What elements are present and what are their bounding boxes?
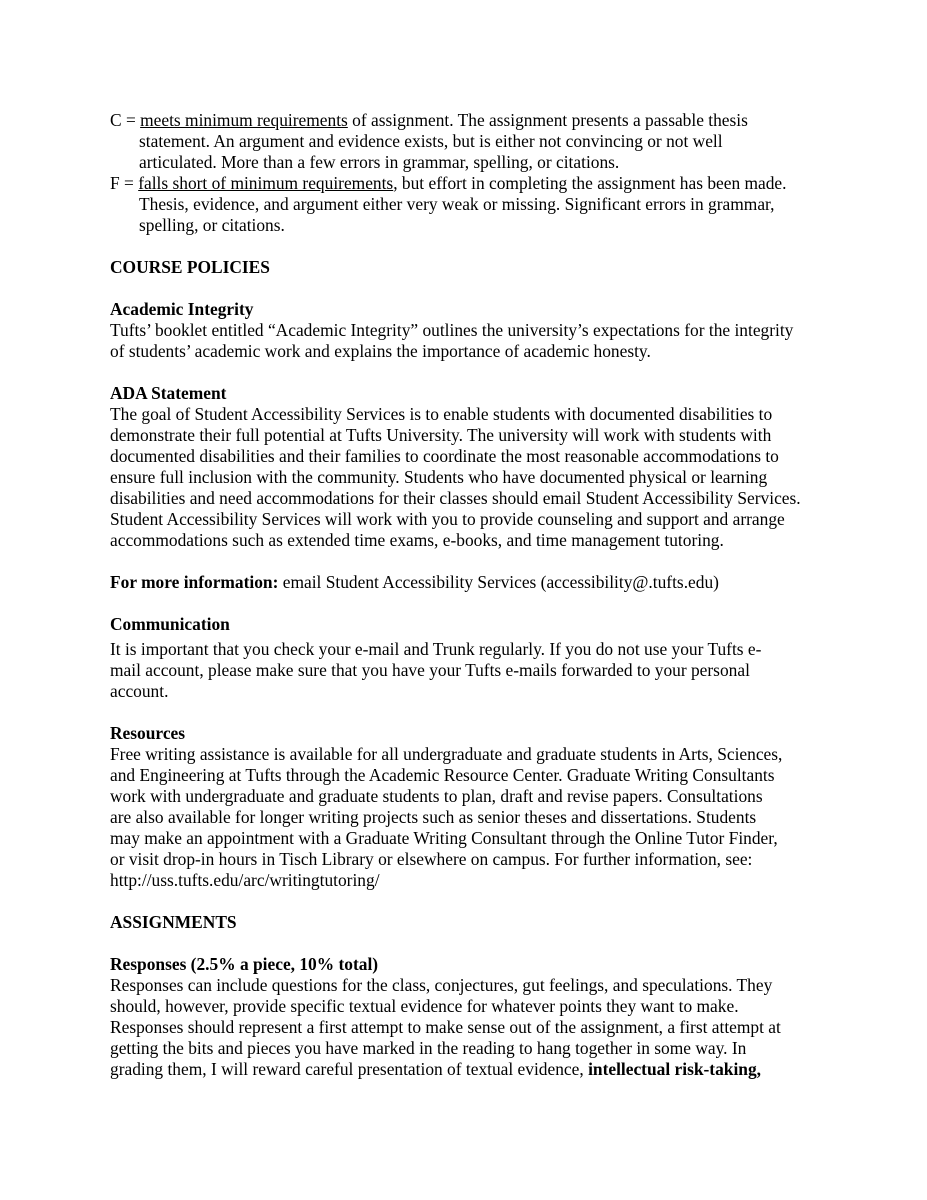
resources-line-1: Free writing assistance is available for all undergraduate and graduate students in Arts, Sciences, [110,744,783,764]
communication-line-3: account. [110,681,169,701]
ada-line-6: Student Accessibility Services will work with you to provide counseling and support and arrange [110,509,785,529]
responses-line-5 [110,1059,830,1080]
grade-c-line-2: statement. An argument and evidence exists, but is either not convincing or not well [139,131,723,151]
resources-line-6: or visit drop-in hours in Tisch Library or elsewhere on campus. For further information, see: [110,849,753,869]
communication-line-1: It is important that you check your e-mail and Trunk regularly. If you do not use your Tufts e- [110,639,762,659]
course-policies-heading: COURSE POLICIES [110,257,270,277]
grade-c-line-3: articulated. More than a few errors in grammar, spelling, or citations. [139,152,620,172]
grade-f-label: falls short of minimum requirements [138,173,394,193]
responses-line-3: Responses should represent a first attempt to make sense out of the assignment, a first attempt at [110,1017,781,1037]
more-info-text: email Student Accessibility Services (accessibility@.tufts.edu) [278,572,719,592]
communication-heading: Communication [110,614,230,634]
ada-heading: ADA Statement [110,383,227,403]
communication-line-2: mail account, please make sure that you have your Tufts e-mails forwarded to your personal [110,660,750,680]
academic-integrity-line-1: Tufts’ booklet entitled “Academic Integrity” outlines the university’s expectations for the integrity [110,320,794,340]
responses-line-5-bold: intellectual risk-taking, [588,1059,762,1079]
ada-line-3: documented disabilities and their families to coordinate the most reasonable accommodations to [110,446,779,466]
grade-c-line-1 [110,110,830,131]
ada-line-1: The goal of Student Accessibility Services is to enable students with documented disabilities to [110,404,773,424]
ada-line-4: ensure full inclusion with the community. Students who have documented physical or learning [110,467,768,487]
grade-f-line-3: spelling, or citations. [139,215,285,235]
resources-heading: Resources [110,723,186,743]
more-info-label: For more information: [110,572,279,592]
responses-line-2: should, however, provide specific textual evidence for whatever points they want to make. [110,996,739,1016]
document-page [110,110,830,1080]
resources-url: http://uss.tufts.edu/arc/writingtutoring/ [110,870,380,890]
responses-heading: Responses (2.5% a piece, 10% total) [110,954,379,974]
grade-f-line-2: Thesis, evidence, and argument either very weak or missing. Significant errors in grammar, [139,194,775,214]
grade-f-entry [110,173,830,236]
grade-f-letter: F = [110,173,134,193]
resources-line-3: work with undergraduate and graduate students to plan, draft and revise papers. Consultations [110,786,763,806]
grade-f-line-1 [110,173,830,194]
responses-line-5-text: grading them, I will reward careful presentation of textual evidence, [110,1059,589,1079]
assignments-heading: ASSIGNMENTS [110,912,237,932]
grade-f-text-1: , but effort in completing the assignment has been made. [393,173,787,193]
resources-line-5: may make an appointment with a Graduate Writing Consultant through the Online Tutor Finder, [110,828,778,848]
academic-integrity-line-2: of students’ academic work and explains the importance of academic honesty. [110,341,651,361]
grade-c-letter: C = [110,110,136,130]
ada-line-2: demonstrate their full potential at Tufts University. The university will work with students with [110,425,772,445]
resources-line-2: and Engineering at Tufts through the Academic Resource Center. Graduate Writing Consultants [110,765,775,785]
academic-integrity-heading: Academic Integrity [110,299,254,319]
ada-line-7: accommodations such as extended time exams, e-books, and time management tutoring. [110,530,724,550]
resources-line-4: are also available for longer writing projects such as senior theses and dissertations. Students [110,807,757,827]
responses-line-4: getting the bits and pieces you have marked in the reading to hang together in some way. In [110,1038,747,1058]
responses-line-1: Responses can include questions for the class, conjectures, gut feelings, and speculations. They [110,975,773,995]
grade-c-text-1: of assignment. The assignment presents a passable thesis [347,110,748,130]
grade-c-label: meets minimum requirements [140,110,348,130]
ada-more-info [110,572,830,593]
grade-c-entry [110,110,830,173]
ada-line-5: disabilities and need accommodations for their classes should email Student Accessibility Services. [110,488,801,508]
